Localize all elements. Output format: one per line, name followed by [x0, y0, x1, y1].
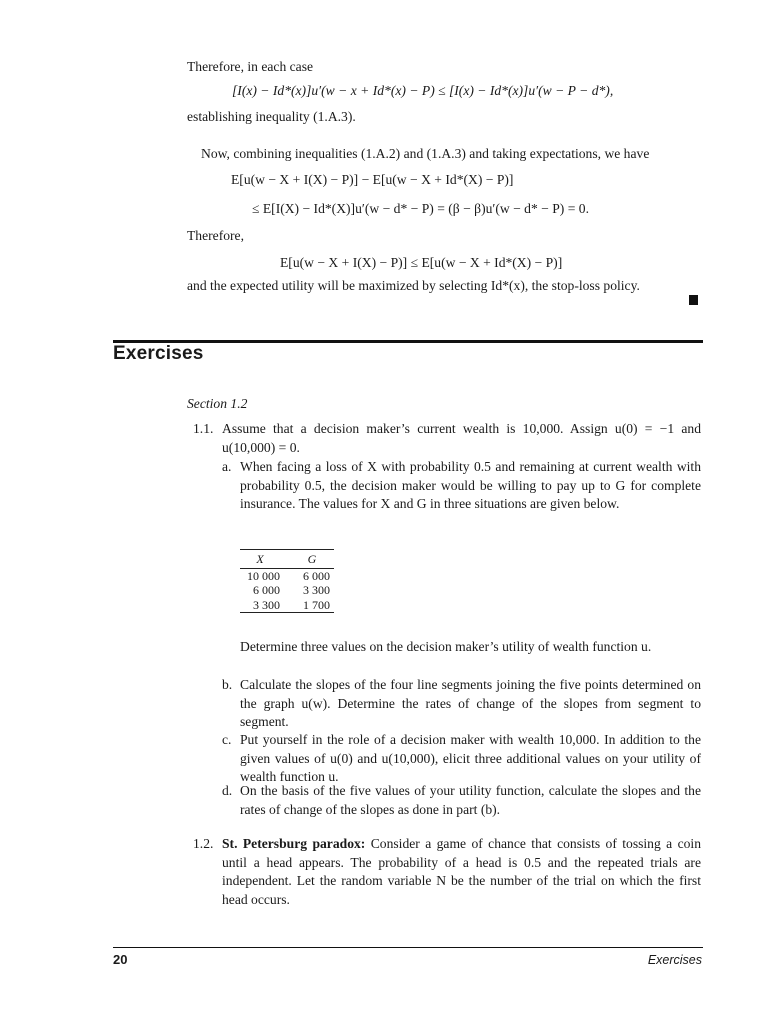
data-table	[240, 549, 334, 613]
equation-final: E[u(w − X + I(X) − P)] ≤ E[u(w − X + Id*(X) − P)]	[280, 255, 563, 270]
table-cell: 10 000	[247, 568, 280, 583]
part-text-d: On the basis of the five values of your utility function, calculate the slopes and the rates of change of the slopes as done in part (b).	[240, 783, 701, 817]
table-cell: 6 000	[253, 583, 280, 597]
part-label-a: a.	[222, 459, 232, 474]
part-text-b: Calculate the slopes of the four line segments joining the five points determined on the graph u(w). Determine the rates of change of the slopes from segment to segment.	[240, 677, 701, 729]
table-cell: 3 300	[253, 597, 280, 612]
exercise-number: 1.2.	[193, 836, 214, 851]
exercise-title: St. Petersburg paradox:	[222, 836, 366, 851]
page-heading: Exercises	[113, 343, 204, 364]
part-label-d: d.	[222, 783, 233, 798]
part-label-c: c.	[222, 732, 232, 747]
therefore-case-text: Therefore, in each case	[187, 59, 314, 74]
part-text-a-continued: Determine three values on the decision maker’s utility of wealth function u.	[240, 639, 652, 654]
combining-text: Now, combining inequalities (1.A.2) and (1.A.3) and taking expectations, we have	[201, 146, 650, 161]
part-text-a: When facing a loss of X with probability 0.5 and remaining at current wealth with probability 0.5, the decision maker would be willing to pay up to G for complete insurance. The values for X and G in three situations are given below.	[240, 459, 701, 511]
equation-expectation-line1: E[u(w − X + I(X) − P)] − E[u(w − X + Id*(X) − P)]	[231, 172, 514, 187]
table-cell: 1 700	[303, 597, 330, 612]
exercise-text	[222, 835, 701, 909]
table-header-g: G	[307, 552, 317, 566]
table-header-x: X	[256, 552, 264, 566]
table-row	[240, 598, 334, 613]
establishing-text: establishing inequality (1.A.3).	[187, 109, 356, 124]
equation-expectation-line2: ≤ E[I(X) − Id*(X)]u′(w − d* − P) = (β − β)u′(w − d* − P) = 0.	[252, 201, 589, 216]
table-cell: 3 300	[303, 583, 330, 597]
therefore-text: Therefore,	[187, 228, 244, 243]
table-header-row	[240, 550, 334, 568]
qed-square-icon	[689, 295, 698, 305]
part-text-c: Put yourself in the role of a decision maker with wealth 10,000. In addition to the given values of u(0) and u(10,000), elicit three additional values on your utility of wealth function u.	[240, 732, 701, 784]
running-head: Exercises	[647, 953, 702, 967]
equation-inequality-1: [I(x) − Id*(x)]u′(w − x + Id*(x) − P) ≤ [I(x) − Id*(x)]u′(w − P − d*),	[232, 83, 614, 98]
exercise-text: Assume that a decision maker’s current wealth is 10,000. Assign u(0) = −1 and u(10,000) = 0.	[222, 421, 701, 455]
table-cell: 6 000	[303, 568, 330, 583]
table-row	[240, 583, 334, 598]
exercise-number: 1.1.	[193, 421, 214, 436]
table-bottom-rule	[240, 612, 334, 613]
page-number: 20	[113, 952, 128, 967]
conclusion-text: and the expected utility will be maximized by selecting Id*(x), the stop-loss policy.	[187, 278, 640, 293]
table-row	[240, 569, 334, 584]
exercise-body: Consider a game of chance that consists of tossing a coin until a head appears. The probability of a head is 0.5 and the repeated trials are independent. Let the random variable N be the number of the trial on which the first head occurs.	[222, 836, 702, 907]
part-label-b: b.	[222, 677, 233, 692]
section-label: Section 1.2	[187, 396, 248, 411]
footer-rule	[113, 947, 703, 948]
